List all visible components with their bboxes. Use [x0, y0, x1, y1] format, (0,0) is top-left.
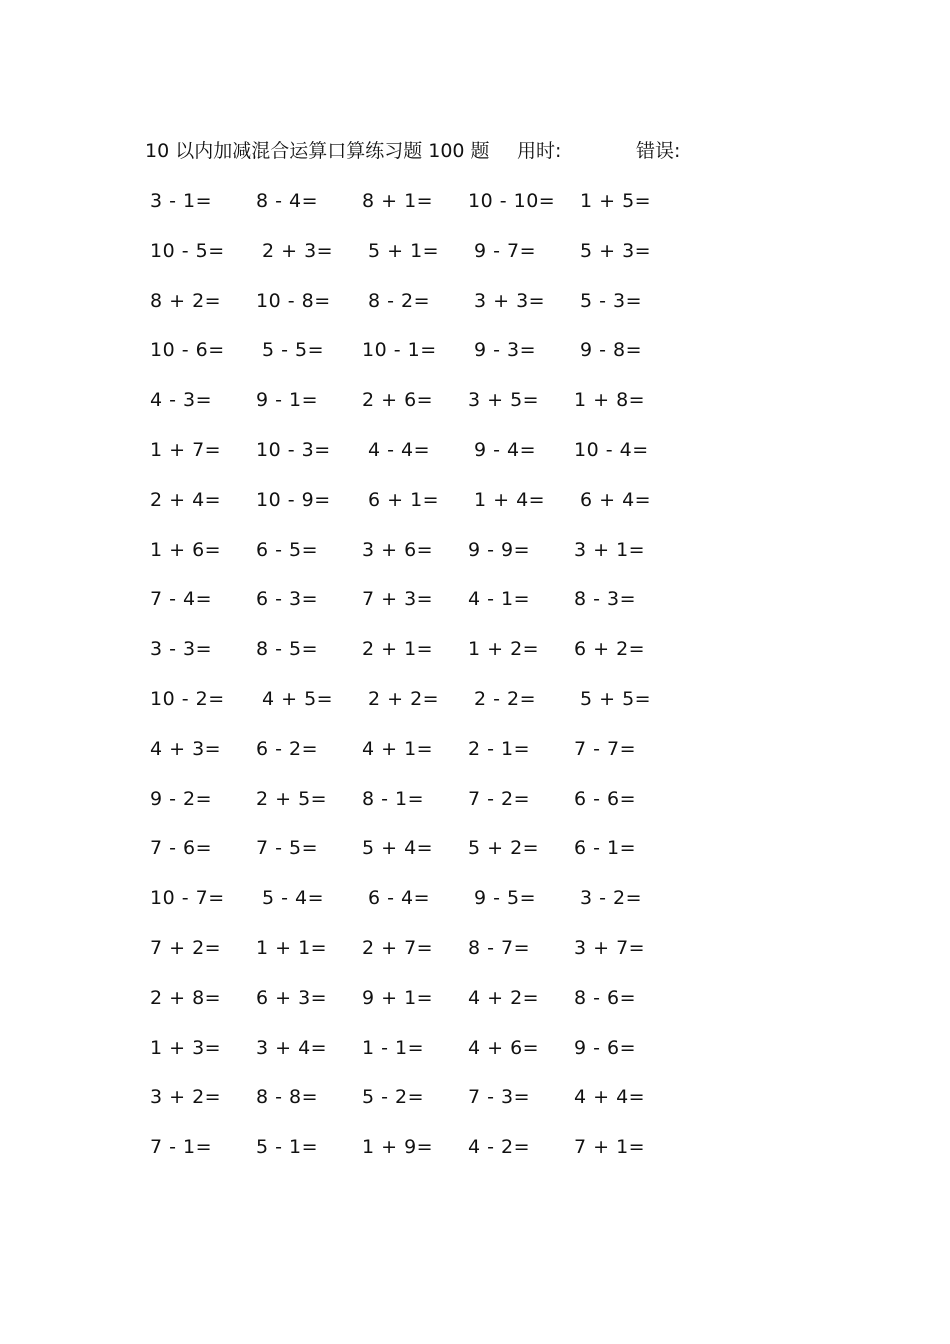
problem-item: 10 - 7=: [150, 887, 225, 910]
problem-item: 6 - 2=: [256, 737, 319, 760]
problem-item: 7 - 6=: [150, 837, 213, 860]
problem-item: 1 + 1=: [256, 936, 328, 959]
problem-item: 3 + 1=: [574, 538, 646, 561]
problem-row: [148, 1082, 708, 1132]
problem-item: 5 + 5=: [580, 687, 652, 710]
problem-row: [148, 883, 708, 933]
worksheet-header: [145, 136, 765, 166]
problem-item: 2 + 1=: [362, 638, 434, 661]
problem-item: 4 - 1=: [468, 588, 531, 611]
problem-item: 10 - 8=: [256, 289, 331, 312]
problem-item: 6 + 2=: [574, 638, 646, 661]
problem-item: 8 - 2=: [368, 289, 431, 312]
problem-item: 1 + 9=: [362, 1136, 434, 1159]
problem-row: [148, 734, 708, 784]
problem-item: 9 - 6=: [574, 1036, 637, 1059]
problem-item: 7 + 2=: [150, 936, 222, 959]
problem-item: 9 - 1=: [256, 389, 319, 412]
problem-item: 7 - 3=: [468, 1086, 531, 1109]
problem-item: 7 - 1=: [150, 1136, 213, 1159]
problem-item: 10 - 1=: [362, 339, 437, 362]
problem-item: 2 + 7=: [362, 936, 434, 959]
problem-item: 8 - 5=: [256, 638, 319, 661]
problem-item: 8 - 8=: [256, 1086, 319, 1109]
worksheet-title: 10 以内加减混合运算口算练习题 100 题: [145, 140, 490, 162]
problem-item: 8 - 1=: [362, 787, 425, 810]
problem-item: 3 + 4=: [256, 1036, 328, 1059]
problem-row: [148, 385, 708, 435]
problem-item: 2 - 1=: [468, 737, 531, 760]
problem-item: 9 - 5=: [474, 887, 537, 910]
time-used-label: 用时:: [517, 140, 562, 162]
problem-item: 10 - 3=: [256, 438, 331, 461]
problem-item: 3 - 3=: [150, 638, 213, 661]
problem-item: 5 - 1=: [256, 1136, 319, 1159]
problem-item: 7 - 5=: [256, 837, 319, 860]
problem-item: 1 + 2=: [468, 638, 540, 661]
problem-row: [148, 286, 708, 336]
problem-item: 3 - 2=: [580, 887, 643, 910]
problem-item: 3 + 7=: [574, 936, 646, 959]
problem-item: 5 - 4=: [262, 887, 325, 910]
problem-item: 6 - 4=: [368, 887, 431, 910]
problem-item: 1 + 6=: [150, 538, 222, 561]
problem-item: 2 + 8=: [150, 986, 222, 1009]
problem-item: 9 - 9=: [468, 538, 531, 561]
problem-row: [148, 535, 708, 585]
problem-item: 2 - 2=: [474, 687, 537, 710]
problem-item: 4 + 6=: [468, 1036, 540, 1059]
problem-item: 10 - 10=: [468, 190, 556, 212]
problem-row: [148, 335, 708, 385]
problem-item: 9 + 1=: [362, 986, 434, 1009]
problem-item: 7 - 4=: [150, 588, 213, 611]
problem-item: 10 - 9=: [256, 488, 331, 511]
problem-item: 4 - 2=: [468, 1136, 531, 1159]
problem-item: 4 + 5=: [262, 687, 334, 710]
problem-item: 9 - 7=: [474, 239, 537, 262]
problem-item: 3 - 1=: [150, 190, 213, 212]
problem-item: 4 - 3=: [150, 389, 213, 412]
errors-label: 错误:: [636, 140, 681, 162]
problem-item: 3 + 2=: [150, 1086, 222, 1109]
problem-item: 10 - 2=: [150, 687, 225, 710]
problem-item: 1 + 4=: [474, 488, 546, 511]
problem-item: 5 + 1=: [368, 239, 440, 262]
problem-item: 8 + 2=: [150, 289, 222, 312]
problem-item: 4 + 1=: [362, 737, 434, 760]
problem-item: 1 + 5=: [580, 190, 652, 212]
problem-item: 6 - 6=: [574, 787, 637, 810]
problem-item: 4 - 4=: [368, 438, 431, 461]
problem-item: 5 + 4=: [362, 837, 434, 860]
problem-item: 5 - 5=: [262, 339, 325, 362]
problem-item: 2 + 4=: [150, 488, 222, 511]
problem-row: [148, 584, 708, 634]
problem-item: 10 - 5=: [150, 239, 225, 262]
problem-row: [148, 1132, 708, 1182]
problem-item: 4 + 4=: [574, 1086, 646, 1109]
problem-item: 9 - 3=: [474, 339, 537, 362]
problem-row: [148, 186, 708, 236]
problem-item: 2 + 5=: [256, 787, 328, 810]
problem-item: 1 + 3=: [150, 1036, 222, 1059]
problem-item: 5 + 3=: [580, 239, 652, 262]
problem-row: [148, 833, 708, 883]
problem-item: 2 + 6=: [362, 389, 434, 412]
problem-item: 6 + 1=: [368, 488, 440, 511]
problem-item: 5 - 3=: [580, 289, 643, 312]
problem-row: [148, 1033, 708, 1083]
problem-item: 1 + 7=: [150, 438, 222, 461]
problem-item: 5 + 2=: [468, 837, 540, 860]
problem-grid: [148, 186, 708, 1182]
problem-row: [148, 784, 708, 834]
problem-row: [148, 933, 708, 983]
problem-row: [148, 485, 708, 535]
problem-item: 8 - 7=: [468, 936, 531, 959]
problem-item: 7 - 7=: [574, 737, 637, 760]
problem-item: 8 + 1=: [362, 190, 434, 212]
problem-item: 4 + 2=: [468, 986, 540, 1009]
problem-row: [148, 983, 708, 1033]
problem-item: 3 + 3=: [474, 289, 546, 312]
problem-item: 6 + 3=: [256, 986, 328, 1009]
problem-item: 8 - 6=: [574, 986, 637, 1009]
problem-item: 6 + 4=: [580, 488, 652, 511]
problem-row: [148, 634, 708, 684]
problem-item: 4 + 3=: [150, 737, 222, 760]
problem-item: 8 - 4=: [256, 190, 319, 212]
problem-item: 9 - 8=: [580, 339, 643, 362]
problem-row: [148, 684, 708, 734]
problem-item: 5 - 2=: [362, 1086, 425, 1109]
problem-item: 1 + 8=: [574, 389, 646, 412]
problem-item: 9 - 2=: [150, 787, 213, 810]
problem-row: [148, 236, 708, 286]
problem-item: 6 - 1=: [574, 837, 637, 860]
problem-item: 6 - 3=: [256, 588, 319, 611]
problem-item: 7 + 3=: [362, 588, 434, 611]
problem-item: 8 - 3=: [574, 588, 637, 611]
problem-item: 2 + 2=: [368, 687, 440, 710]
problem-item: 3 + 5=: [468, 389, 540, 412]
problem-item: 10 - 6=: [150, 339, 225, 362]
problem-row: [148, 435, 708, 485]
problem-item: 3 + 6=: [362, 538, 434, 561]
problem-item: 7 - 2=: [468, 787, 531, 810]
problem-item: 2 + 3=: [262, 239, 334, 262]
problem-item: 7 + 1=: [574, 1136, 646, 1159]
problem-item: 6 - 5=: [256, 538, 319, 561]
problem-item: 9 - 4=: [474, 438, 537, 461]
problem-item: 1 - 1=: [362, 1036, 425, 1059]
problem-item: 10 - 4=: [574, 438, 649, 461]
